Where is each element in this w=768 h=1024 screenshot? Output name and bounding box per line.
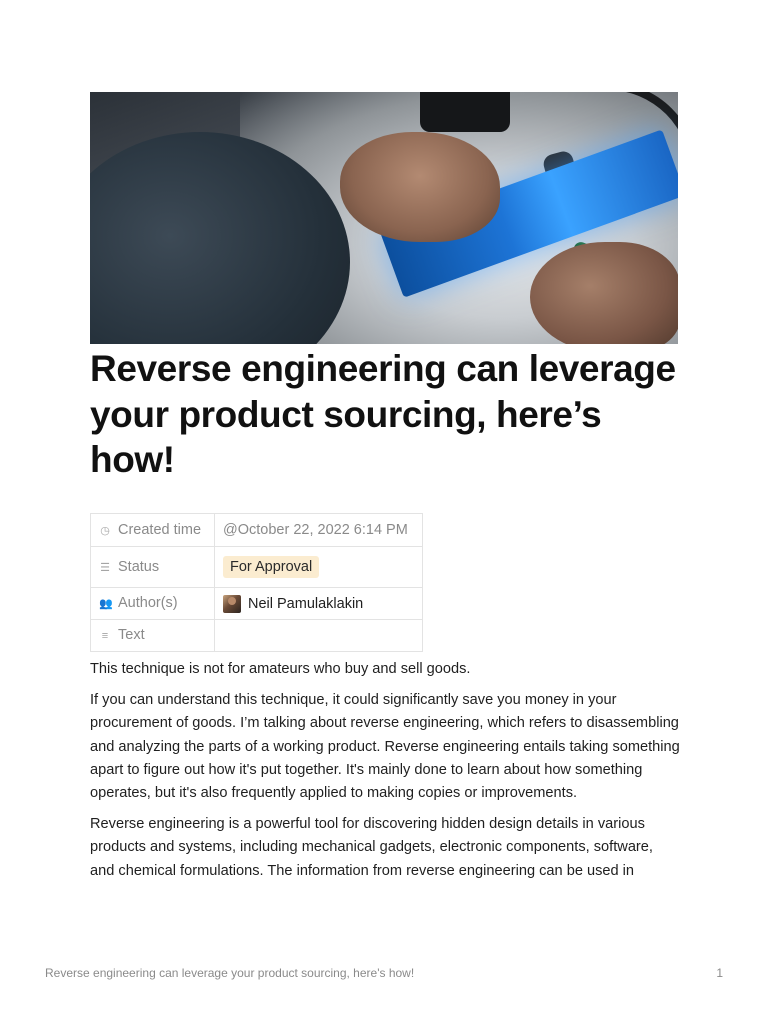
- property-key: [91, 514, 215, 547]
- people-icon: 👥: [99, 598, 113, 611]
- property-value-status[interactable]: [215, 547, 423, 588]
- page-body: [90, 658, 680, 891]
- clock-icon: ◷: [100, 524, 110, 537]
- cover-image: [90, 92, 678, 344]
- property-key: [91, 588, 215, 620]
- footer-title: Reverse engineering can leverage your product sourcing, here's how!: [45, 966, 415, 980]
- text-lines-icon: ≡: [101, 629, 109, 642]
- page-number: 1: [716, 966, 723, 980]
- body-paragraph: Reverse engineering is a powerful tool for discovering hidden design details in various products and systems, including mechanical gadgets, electronic components, software, and chemical formulations. The information from reverse engineering can be used in: [90, 816, 653, 879]
- property-row-status: [91, 547, 423, 588]
- cover-clamp: [420, 92, 510, 132]
- property-value-created-time[interactable]: @October 22, 2022 6:14 PM: [215, 514, 423, 547]
- property-value-text[interactable]: [215, 620, 423, 652]
- property-key: [91, 620, 215, 652]
- body-paragraph: If you can understand this technique, it could significantly save you money in your procurement of goods. I’m talking about reverse engineering, which refers to disassembling and analyzing the parts of a working product. Reverse engineering entails taking something apart to figure out how it's put together. It's mainly done to learn about how something operates, but it's also frequently applied to making copies or improvements.: [90, 692, 680, 802]
- property-row-text: [91, 620, 423, 652]
- list-icon: ☰: [100, 561, 110, 574]
- cover-hand-right: [530, 242, 678, 344]
- status-badge[interactable]: For Approval: [223, 556, 319, 578]
- property-key: [91, 547, 215, 588]
- author-name[interactable]: Neil Pamulaklakin: [248, 595, 364, 612]
- body-paragraph: This technique is not for amateurs who buy and sell goods.: [90, 661, 471, 677]
- avatar: [223, 595, 241, 613]
- property-row-authors: [91, 588, 423, 620]
- property-value-authors[interactable]: [215, 588, 423, 620]
- property-key-label: Text: [118, 627, 145, 644]
- property-row-created-time: [91, 514, 423, 547]
- property-key-label: Created time: [118, 522, 202, 539]
- properties-table: [90, 513, 423, 652]
- page-title: Reverse engineering can leverage your product sourcing, here’s how!: [90, 348, 676, 480]
- cover-hand-left: [340, 132, 500, 242]
- property-key-label: Author(s): [118, 595, 178, 612]
- property-key-label: Status: [118, 559, 160, 576]
